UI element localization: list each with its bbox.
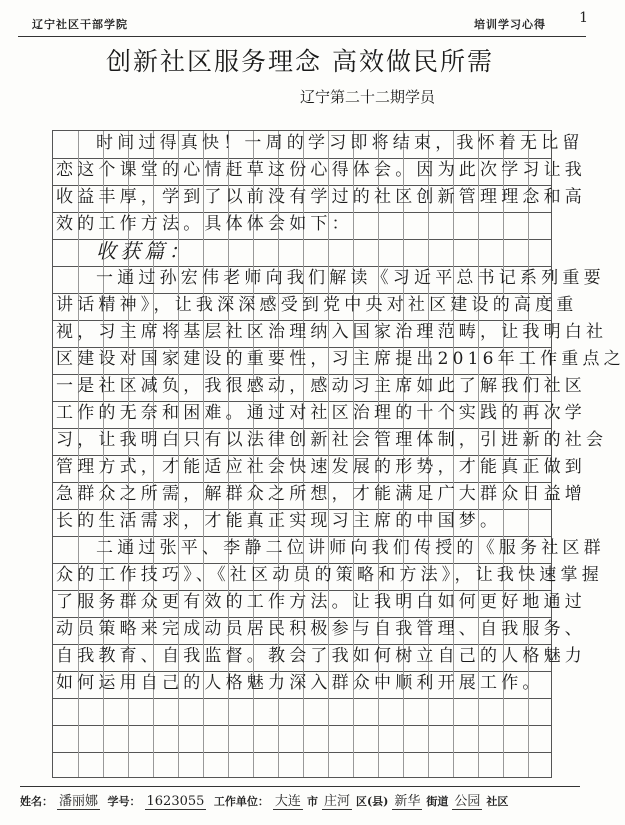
id-value: 1623055 xyxy=(146,794,205,809)
page-number: 1 xyxy=(579,10,588,26)
essay-line: 时间过得真快！一周的学习即将结束，我怀着无比留 xyxy=(96,133,584,153)
essay-line: 一通过孙宏伟老师向我们解读《习近平总书记系列重要 xyxy=(96,268,605,288)
unit-label: 工作单位： xyxy=(213,795,269,808)
name-value: 潘丽娜 xyxy=(59,794,99,809)
essay-line: 管理方式，才能适应社会快速发展的形势，才能真正做到 xyxy=(56,457,586,477)
essay-line: 自我教育、自我监督。教会了我如何树立自己的人格魅力 xyxy=(56,646,586,666)
essay-title: 创新社区服务理念 高效做民所需 xyxy=(106,47,494,76)
essay-line: 了服务群众更有效的工作方法。让我明白如何更好地通过 xyxy=(56,592,586,612)
name-label: 姓名： xyxy=(20,795,53,808)
district-suffix: 区(县) xyxy=(355,795,389,808)
essay-author: 辽宁第二十二期学员 xyxy=(300,88,436,106)
city-value: 大连 xyxy=(274,794,301,809)
header-divider xyxy=(18,36,586,37)
essay-line: 长的生活需求，才能真正实现习主席的中国梦。 xyxy=(56,511,502,531)
essay-line: 一是社区减负，我很感动，感动习主席如此了解我们社区 xyxy=(56,376,586,396)
community-value: 公园 xyxy=(454,794,481,809)
essay-line: 二通过张平、李静二位讲师向我们传授的《服务社区群 xyxy=(96,538,605,558)
community-suffix: 社区 xyxy=(486,795,509,808)
essay-line: 恋这个课堂的心情赶草这份心得体会。因为此次学习让我 xyxy=(56,160,586,180)
city-suffix: 市 xyxy=(306,795,318,808)
page-footer xyxy=(20,790,580,812)
essay-line: 如何运用自己的人格魅力深入群众中顺利开展工作。 xyxy=(56,673,544,693)
essay-line: 众的工作技巧》、《社区动员的策略和方法》，让我快速掌握 xyxy=(56,565,603,585)
street-value: 新华 xyxy=(394,794,421,809)
essay-line: 效的工作方法。具体体会如下： xyxy=(56,214,353,234)
essay-line: 急群众之所需，解群众之所想，才能满足广大群众日益增 xyxy=(56,484,586,504)
id-label: 学号： xyxy=(107,795,141,808)
institution-name: 辽宁社区干部学院 xyxy=(32,18,128,31)
essay-line: 工作的无奈和困难。通过对社区治理的十个实践的再次学 xyxy=(56,403,586,423)
footer-divider xyxy=(20,786,580,787)
page-header xyxy=(18,10,588,36)
street-suffix: 街道 xyxy=(426,795,449,808)
essay-line: 视，习主席将基层社区治理纳入国家治理范畴，让我明白社 xyxy=(56,322,608,342)
essay-line: 习，让我明白只有以法律创新社会管理体制，引进新的社会 xyxy=(56,430,608,450)
essay-line: 动员策略来完成动员居民积极参与自我管理、自我服务、 xyxy=(56,619,586,639)
document-type: 培训学习心得 xyxy=(474,18,546,31)
district-value: 庄河 xyxy=(323,794,350,809)
essay-line: 收益丰厚，学到了以前没有学过的社区创新管理理念和高 xyxy=(56,187,586,207)
section-heading: 收获篇： xyxy=(96,239,193,263)
essay-line: 讲话精神》，让我深深感受到党中央对社区建设的高度重 xyxy=(56,295,578,315)
essay-line: 区建设对国家建设的重要性，习主席提出2016年工作重点之 xyxy=(56,349,625,369)
